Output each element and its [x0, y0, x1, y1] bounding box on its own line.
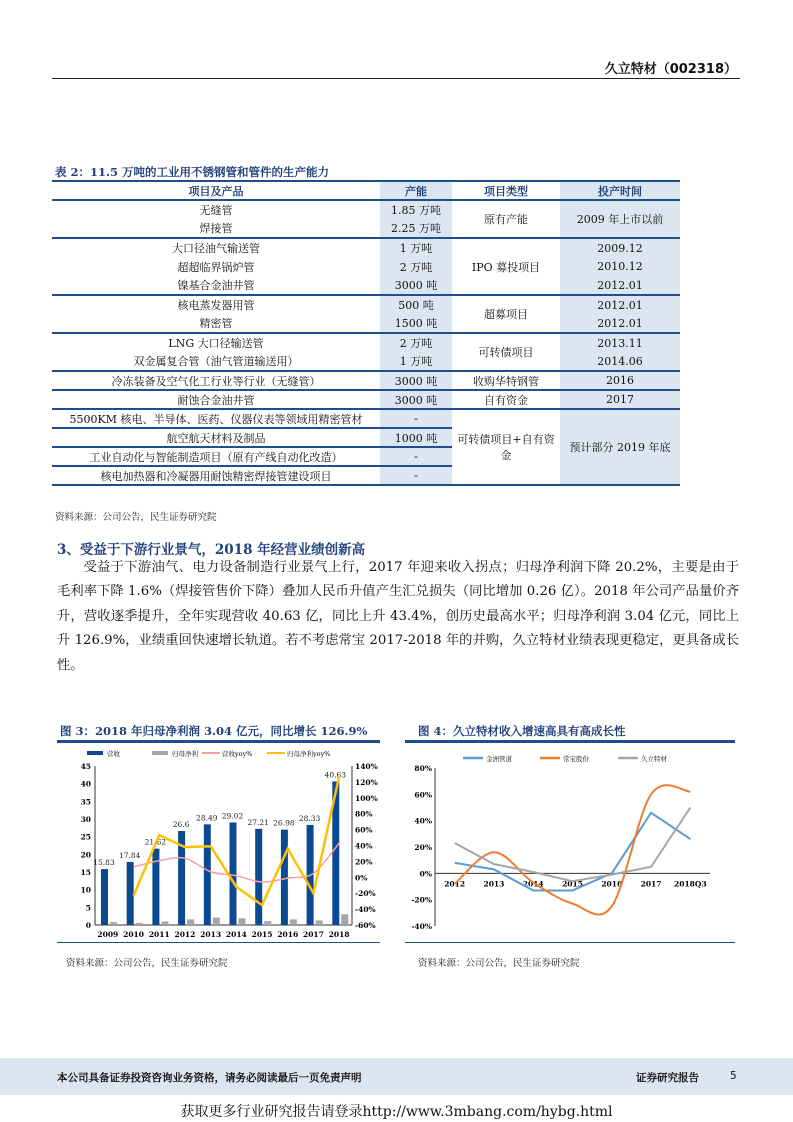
x-tick-label: 2013 — [483, 879, 505, 889]
bar-net-profit — [239, 918, 246, 925]
legend-label: 营收 — [107, 750, 120, 758]
col-header-time: 投产时间 — [560, 181, 680, 200]
y2-tick-label: 100% — [355, 793, 378, 803]
col-header-capacity: 产能 — [380, 181, 452, 200]
table-row — [52, 257, 680, 276]
y-tick-label: 80% — [414, 764, 432, 773]
y2-tick-label: -40% — [355, 905, 376, 915]
y2-tick-label: 120% — [355, 777, 378, 787]
cell-time: 2017 — [560, 390, 680, 409]
cell-type: 超募项目 — [452, 295, 560, 333]
y-tick-label: -20% — [411, 895, 432, 905]
table-row — [52, 409, 680, 428]
cell-capacity: - — [380, 447, 452, 466]
x-tick-label: 2015 — [562, 879, 583, 889]
x-tick-label: 2012 — [444, 879, 466, 889]
table-row — [52, 333, 680, 352]
data-label-revenue: 28.49 — [196, 813, 218, 823]
cell-product: 核电加热器和冷凝器用耐蚀精密焊接管建设项目 — [52, 466, 380, 485]
table-row — [52, 295, 680, 314]
y2-tick-label: 40% — [355, 841, 373, 851]
cell-type: 可转债项目 — [452, 333, 560, 371]
figure4-chart — [405, 743, 735, 940]
data-label-revenue: 28.33 — [298, 813, 321, 823]
table-caption: 表 2：11.5 万吨的工业用不锈钢管和管件的生产能力 — [55, 165, 330, 179]
cell-type: 原有产能 — [452, 200, 560, 238]
bar-net-profit — [213, 918, 220, 925]
table-row — [52, 390, 680, 409]
cell-capacity: 500 吨 — [380, 295, 452, 314]
cell-type: IPO 募投项目 — [452, 238, 560, 295]
figure4-title: 图 4：久立特材收入增速高具有高成长性 — [418, 724, 626, 738]
cell-time: 2012.01 — [560, 295, 680, 314]
bar-net-profit — [290, 919, 297, 925]
cell-capacity: 3000 吨 — [380, 276, 452, 295]
table-row — [52, 276, 680, 295]
figure3-chart — [57, 743, 380, 940]
bar-revenue — [204, 824, 211, 925]
cell-product: 冷冻装备及空气化工行业等行业（无缝管） — [52, 371, 380, 390]
x-tick-label: 2018Q3 — [674, 879, 707, 889]
cell-capacity: 1 万吨 — [380, 352, 452, 371]
x-tick-label: 2017 — [640, 879, 662, 889]
cell-capacity: 2 万吨 — [380, 257, 452, 276]
legend-label: 金洲管道 — [486, 755, 512, 763]
y-tick-label: 20 — [80, 850, 91, 860]
cell-time: 2012.01 — [560, 314, 680, 333]
bar-net-profit — [187, 919, 194, 925]
x-tick-label: 2009 — [97, 930, 119, 939]
table-row — [52, 314, 680, 333]
cell-product: 耐蚀合金油井管 — [52, 390, 380, 409]
cell-product: 核电蒸发器用管 — [52, 295, 380, 314]
col-header-product: 项目及产品 — [52, 181, 380, 200]
cell-product: 工业自动化与智能制造项目（原有产线自动化改造） — [52, 447, 380, 466]
cell-product: LNG 大口径输送管 — [52, 333, 380, 352]
figure4-source: 资料来源：公司公告，民生证券研究院 — [418, 958, 580, 969]
y-tick-label: 45 — [80, 762, 91, 771]
data-label-revenue: 29.02 — [221, 811, 244, 821]
y-tick-label: 25 — [80, 832, 91, 842]
body-paragraph: 受益于下游油气、电力设备制造行业景气上行，2017 年迎来收入拐点；归母净利润下降 20.2%，主要是由于毛利率下降 1.6%（焊接管售价下降）叠加人民币升值产生汇兑损失（同比增加 0.26 亿）。2018 年公司产品量价齐升，营收逐季提升，全年实现营收 40.63 亿，同比上升 43.4%，创历史最高水平；归母净利润 3.04 亿元，同比上升 126.9%，业绩重回快速增长轨道。若不考虑常宝 2017-2018 年的并购，久立特材业绩表现更稳定，更具备成长性。 — [57, 560, 739, 673]
y-tick-label: 0 — [85, 921, 91, 930]
x-tick-label: 2011 — [148, 930, 170, 939]
footer-disclaimer: 本公司具备证券投资咨询业务资格，请务必阅读最后一页免责声明 — [57, 1072, 362, 1084]
cell-product: 航空航天材料及制品 — [52, 428, 380, 447]
x-tick-label: 2015 — [251, 930, 273, 939]
y2-tick-label: -60% — [355, 921, 376, 930]
x-tick-label: 2014 — [225, 930, 247, 939]
y-tick-label: 0% — [419, 869, 432, 879]
footer-report-type: 证券研究报告 — [636, 1072, 699, 1084]
bar-net-profit — [110, 922, 117, 925]
header-divider — [52, 78, 740, 79]
figure4-bottom-rule — [405, 942, 735, 943]
y-tick-label: 20% — [414, 843, 432, 852]
y-tick-label: 10 — [80, 885, 91, 895]
cell-type: 自有资金 — [452, 390, 560, 409]
table-row — [52, 371, 680, 390]
cell-product: 镍基合金油井管 — [177, 279, 255, 292]
figure3-source: 资料来源：公司公告，民生证券研究院 — [66, 958, 228, 969]
y2-tick-label: 0% — [355, 873, 368, 883]
cell-product: 焊接管 — [199, 222, 233, 235]
cell-product: 双金属复合管（油气管道输送用） — [133, 355, 299, 368]
figure3-bottom-rule — [57, 942, 380, 943]
cell-capacity: 1000 吨 — [380, 428, 452, 447]
cell-product: 精密管 — [199, 317, 233, 330]
data-label-revenue: 17.84 — [118, 850, 141, 860]
series-line — [455, 808, 691, 882]
cell-capacity: 2.25 万吨 — [380, 219, 452, 238]
x-tick-label: 2014 — [522, 879, 544, 889]
y-tick-label: 15 — [80, 868, 91, 877]
cell-product: 5500KM 核电、半导体、医药、仪器仪表等领域用精密管材 — [52, 409, 380, 428]
cell-time: 2012.01 — [560, 276, 680, 295]
bar-revenue — [101, 869, 108, 925]
x-tick-label: 2018 — [328, 930, 350, 939]
figure3-title: 图 3：2018 年归母净利润 3.04 亿元，同比增长 126.9% — [60, 724, 368, 738]
promo-link[interactable]: 获取更多行业研究报告请登录http://www.3mbang.com/hybg.html — [180, 1104, 613, 1120]
data-label-revenue: 26.6 — [172, 820, 190, 830]
y2-tick-label: -20% — [355, 889, 376, 899]
x-tick-label: 2016 — [601, 879, 623, 889]
y-tick-label: 5 — [85, 903, 91, 913]
legend-label: 久立特材 — [641, 755, 667, 763]
data-label-revenue: 26.98 — [273, 818, 295, 828]
cell-time: 2010.12 — [560, 257, 680, 276]
page-number: 5 — [730, 1070, 737, 1082]
report-header-title: 久立特材（002318） — [604, 62, 737, 77]
legend-label: 归母净利yoy% — [287, 750, 331, 758]
bar-net-profit — [136, 923, 143, 925]
legend-swatch — [152, 751, 168, 755]
cell-capacity: 1500 吨 — [380, 314, 452, 333]
cell-time: 2013.11 — [560, 333, 680, 352]
cell-time: 2016 — [560, 371, 680, 390]
y2-tick-label: 20% — [355, 857, 373, 867]
col-header-type: 项目类型 — [452, 181, 560, 200]
bar-net-profit — [316, 920, 323, 925]
series-line — [455, 785, 691, 914]
y-tick-label: 35 — [80, 797, 91, 807]
cell-capacity: 1 万吨 — [380, 238, 452, 257]
data-label-revenue: 40.63 — [324, 770, 347, 780]
cell-type: 收购华特钢管 — [452, 371, 560, 390]
cell-type: 可转债项目+自有资金 — [452, 409, 560, 485]
legend-swatch — [87, 751, 103, 755]
x-tick-label: 2017 — [303, 930, 324, 939]
legend-label: 常宝股份 — [563, 755, 589, 763]
table-row — [52, 352, 680, 371]
y2-tick-label: 80% — [355, 809, 373, 819]
y2-tick-label: 60% — [355, 825, 373, 835]
table-row — [52, 200, 680, 219]
legend-label: 归母净利 — [172, 750, 198, 758]
data-label-revenue: 27.21 — [247, 817, 269, 827]
cell-time: 2009 年上市以前 — [560, 200, 680, 238]
cell-time: 预计部分 2019 年底 — [560, 409, 680, 485]
legend-label: 营收yoy% — [222, 750, 253, 758]
cell-product: 超超临界锅炉管 — [177, 260, 255, 274]
x-tick-label: 2013 — [200, 930, 222, 939]
bar-net-profit — [341, 914, 348, 925]
bar-revenue — [127, 862, 134, 925]
data-label-revenue: 21.62 — [144, 837, 167, 847]
cell-capacity: - — [380, 409, 452, 428]
bar-revenue — [255, 829, 262, 925]
cell-product: 无缝管 — [52, 200, 380, 219]
cell-product: 大口径油气输送管 — [52, 238, 380, 257]
bar-net-profit — [264, 921, 271, 925]
y-tick-label: 60% — [414, 790, 432, 800]
x-tick-label: 2012 — [174, 930, 196, 939]
y-tick-label: 40 — [80, 779, 91, 789]
x-tick-label: 2016 — [277, 930, 299, 939]
bar-revenue — [230, 822, 237, 925]
cell-capacity: 2 万吨 — [380, 333, 452, 352]
bar-net-profit — [161, 921, 168, 925]
table-row — [52, 238, 680, 257]
cell-time: 2009.12 — [560, 238, 680, 257]
cell-capacity: 3000 吨 — [380, 390, 452, 409]
y-tick-label: -40% — [411, 922, 432, 931]
bar-revenue — [281, 830, 288, 925]
cell-capacity: 1.85 万吨 — [380, 200, 452, 219]
cell-capacity: - — [380, 466, 452, 485]
data-label-revenue: 15.83 — [93, 858, 115, 868]
x-tick-label: 2010 — [123, 930, 144, 939]
section-heading: 3、受益于下游行业景气，2018 年经营业绩创新高 — [57, 542, 366, 558]
cell-time: 2014.06 — [560, 352, 680, 371]
y-tick-label: 30 — [80, 815, 91, 824]
capacity-table — [52, 180, 680, 486]
y-tick-label: 40% — [414, 816, 432, 826]
table-source: 资料来源：公司公告，民生证券研究院 — [55, 512, 217, 523]
cell-capacity: 3000 吨 — [380, 371, 452, 390]
y2-tick-label: 140% — [355, 762, 378, 771]
